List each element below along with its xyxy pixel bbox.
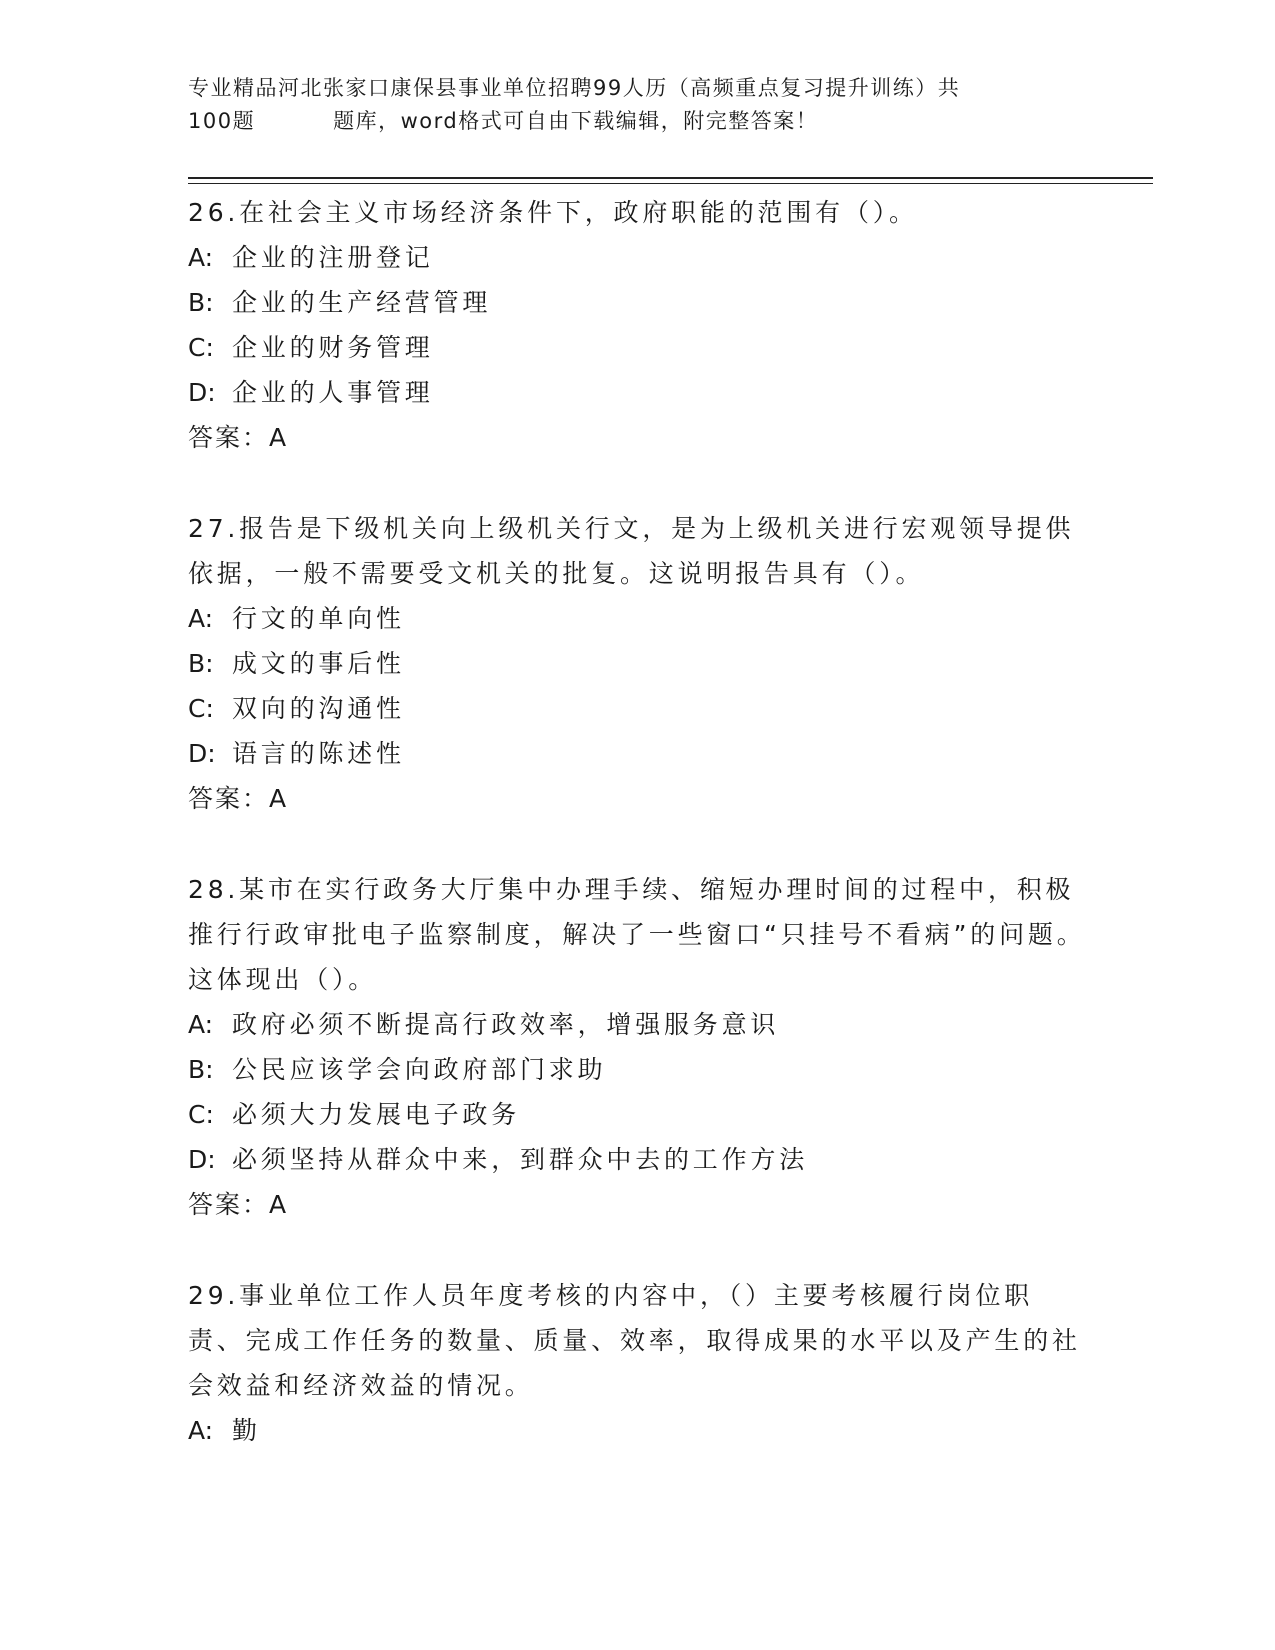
question-stem: 26.在社会主义市场经济条件下，政府职能的范围有（）。 xyxy=(188,198,918,227)
option-key: C: xyxy=(188,1100,214,1129)
option-key: A: xyxy=(188,1010,214,1039)
option-a xyxy=(188,596,1088,641)
answer-label: 答案： xyxy=(188,1190,270,1219)
answer-value: A xyxy=(269,423,289,452)
option-text: 语言的陈述性 xyxy=(232,739,405,768)
header-title-line-1: 专业精品河北张家口康保县事业单位招聘99人历（高频重点复习提升训练）共 xyxy=(188,76,961,100)
question-29 xyxy=(188,1273,1088,1453)
header-divider-thick xyxy=(188,177,1153,179)
question-27 xyxy=(188,506,1088,821)
option-key: B: xyxy=(188,1055,214,1084)
question-stem: 29.事业单位工作人员年度考核的内容中，（）主要考核履行岗位职责、完成工作任务的数量、质量、效率，取得成果的水平以及产生的社会效益和经济效益的情况。 xyxy=(188,1281,1081,1400)
option-text: 成文的事后性 xyxy=(232,649,405,678)
option-c xyxy=(188,1092,1088,1137)
option-key: C: xyxy=(188,333,214,362)
header-divider-thin xyxy=(188,183,1153,184)
option-text: 企业的注册登记 xyxy=(232,243,434,272)
question-stem: 27.报告是下级机关向上级机关行文，是为上级机关进行宏观领导提供依据，一般不需要受文机关的批复。这说明报告具有（）。 xyxy=(188,514,1075,588)
question-28 xyxy=(188,867,1088,1227)
option-text: 企业的生产经营管理 xyxy=(232,288,492,317)
option-text: 勤 xyxy=(232,1416,261,1445)
option-key: A: xyxy=(188,243,214,272)
answer-value: A xyxy=(269,784,289,813)
option-a xyxy=(188,1002,1088,1047)
header-question-count: 100题 xyxy=(188,109,256,133)
option-a xyxy=(188,1408,1088,1453)
option-a xyxy=(188,235,1088,280)
question-stem: 28.某市在实行政务大厅集中办理手续、缩短办理时间的过程中，积极推行行政审批电子监察制度，解决了一些窗口“只挂号不看病”的问题。这体现出（）。 xyxy=(188,875,1086,994)
option-b xyxy=(188,641,1088,686)
option-text: 行文的单向性 xyxy=(232,604,405,633)
option-c xyxy=(188,686,1088,731)
option-key: A: xyxy=(188,1416,214,1445)
header-title-line-2 xyxy=(188,105,1068,138)
option-text: 企业的人事管理 xyxy=(232,378,434,407)
answer-line xyxy=(188,1182,1088,1227)
option-d xyxy=(188,731,1088,776)
option-text: 政府必须不断提高行政效率，增强服务意识 xyxy=(232,1010,780,1039)
header-description: 题库，word格式可自由下载编辑，附完整答案！ xyxy=(333,109,819,133)
option-b xyxy=(188,1047,1088,1092)
document-header xyxy=(188,72,1068,138)
answer-line xyxy=(188,776,1088,821)
option-key: C: xyxy=(188,694,214,723)
question-list xyxy=(188,190,1088,1499)
option-text: 公民应该学会向政府部门求助 xyxy=(232,1055,607,1084)
option-key: A: xyxy=(188,604,214,633)
option-text: 企业的财务管理 xyxy=(232,333,434,362)
answer-label: 答案： xyxy=(188,423,270,452)
option-key: B: xyxy=(188,649,214,678)
option-d xyxy=(188,370,1088,415)
answer-value: A xyxy=(269,1190,289,1219)
answer-label: 答案： xyxy=(188,784,270,813)
option-key: D: xyxy=(188,739,216,768)
option-text: 必须坚持从群众中来，到群众中去的工作方法 xyxy=(232,1145,809,1174)
option-d xyxy=(188,1137,1088,1182)
option-text: 必须大力发展电子政务 xyxy=(232,1100,521,1129)
option-c xyxy=(188,325,1088,370)
option-b xyxy=(188,280,1088,325)
option-text: 双向的沟通性 xyxy=(232,694,405,723)
question-26 xyxy=(188,190,1088,460)
option-key: D: xyxy=(188,378,216,407)
option-key: B: xyxy=(188,288,214,317)
answer-line xyxy=(188,415,1088,460)
option-key: D: xyxy=(188,1145,216,1174)
